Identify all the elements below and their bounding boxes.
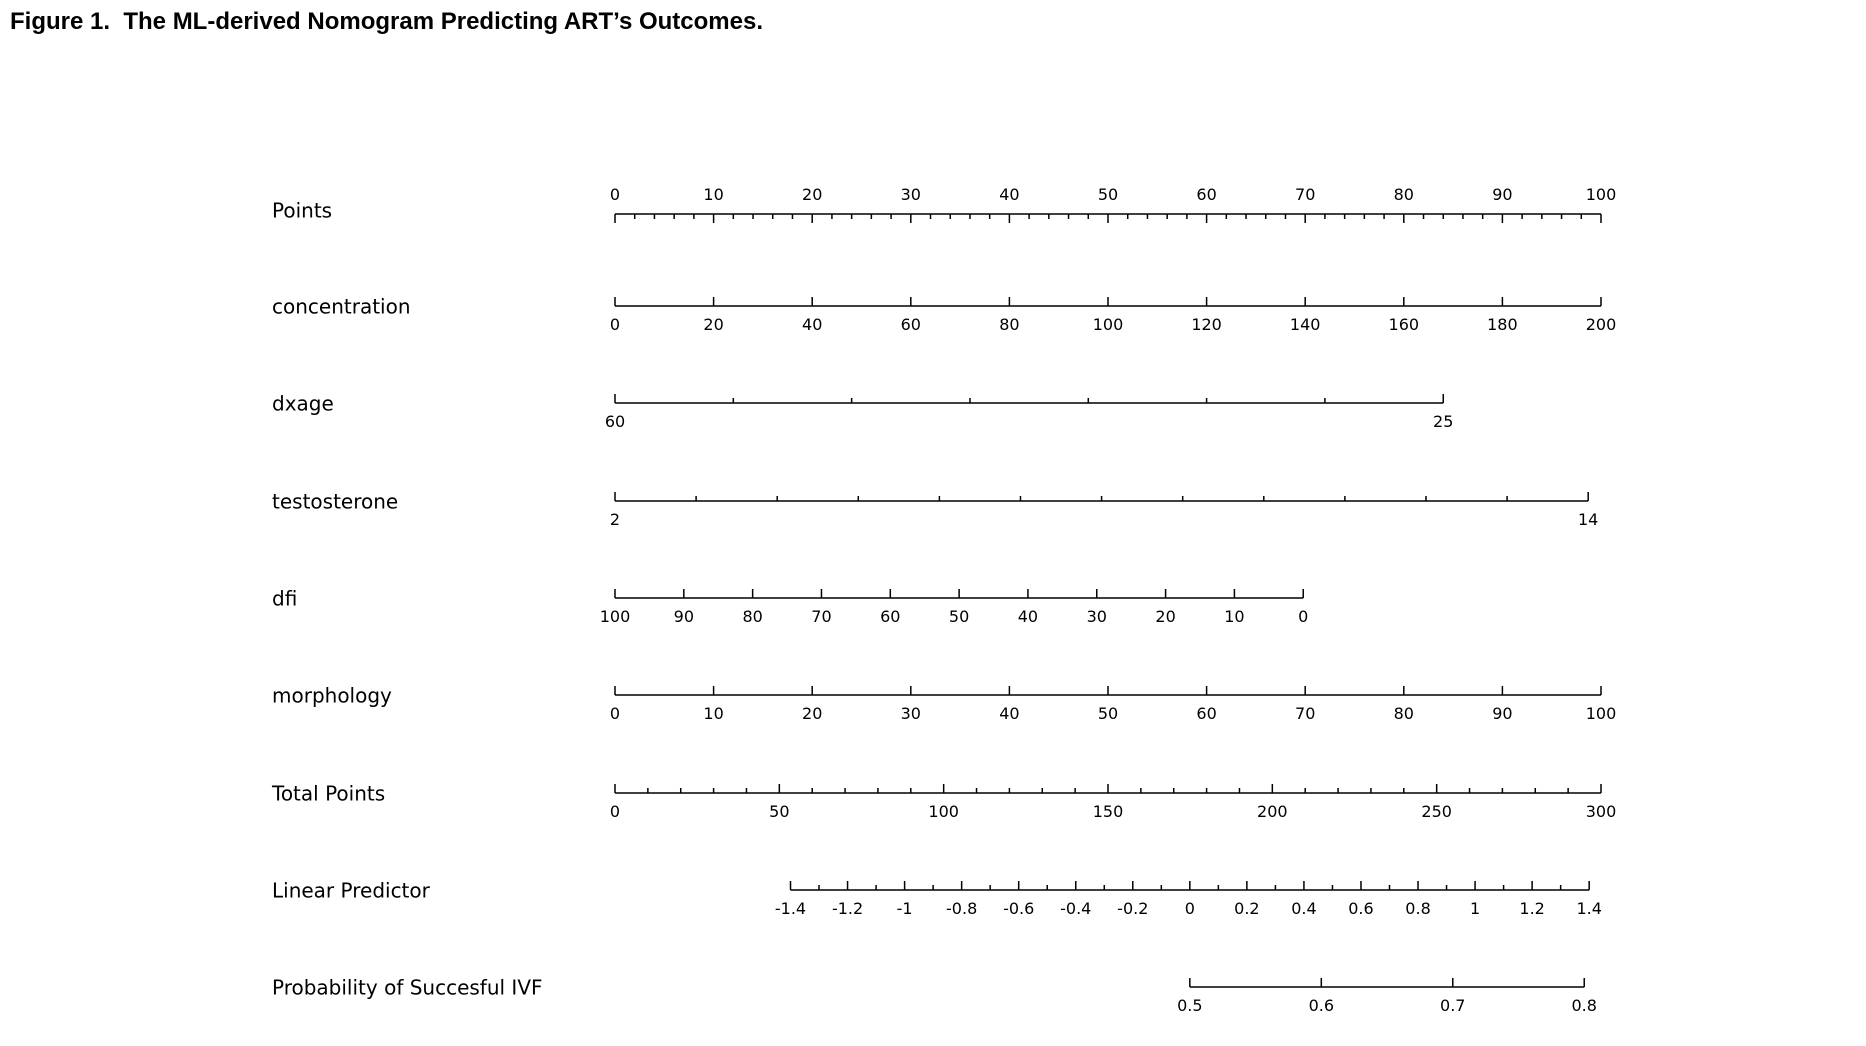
linear-predictor-tick-label: -1 bbox=[896, 899, 913, 918]
dfi-tick-label: 10 bbox=[1224, 607, 1245, 626]
dxage-tick-label: 60 bbox=[604, 412, 626, 431]
dfi-tick-label: 30 bbox=[1086, 607, 1107, 626]
morphology-tick-label: 10 bbox=[703, 704, 724, 723]
total-points-tick-label: 100 bbox=[928, 802, 959, 821]
points-tick-label: 20 bbox=[802, 185, 823, 204]
testosterone-label: testosterone bbox=[272, 489, 399, 514]
dfi-tick-label: 60 bbox=[880, 607, 901, 626]
points-tick-label: 50 bbox=[1097, 185, 1119, 204]
dfi-tick-label: 40 bbox=[1017, 607, 1039, 626]
points-tick-label: 100 bbox=[1585, 185, 1617, 204]
linear-predictor-tick-label: -0.2 bbox=[1117, 899, 1149, 918]
concentration-tick-label: 80 bbox=[999, 315, 1020, 334]
points-tick-label: 60 bbox=[1196, 185, 1217, 204]
testosterone-tick-label: 2 bbox=[609, 510, 621, 529]
linear-predictor-tick-label: 1.4 bbox=[1576, 899, 1602, 918]
morphology-tick-label: 30 bbox=[900, 704, 921, 723]
dfi-tick-label: 20 bbox=[1155, 607, 1176, 626]
dfi-tick-label: 0 bbox=[1298, 607, 1309, 626]
linear-predictor-tick-label: 0.6 bbox=[1348, 899, 1374, 918]
points-label: Points bbox=[272, 198, 333, 223]
concentration-tick-label: 160 bbox=[1388, 315, 1420, 334]
morphology-tick-label: 50 bbox=[1097, 704, 1119, 723]
concentration-tick-label: 0 bbox=[609, 315, 621, 334]
linear-predictor-tick-label: 1.2 bbox=[1519, 899, 1545, 918]
linear-predictor-tick-label: -0.6 bbox=[1003, 899, 1035, 918]
concentration-tick-label: 60 bbox=[900, 315, 921, 334]
probability-of-succesful-ivf-tick-label: 0.6 bbox=[1308, 996, 1335, 1015]
total-points-tick-label: 300 bbox=[1585, 802, 1617, 821]
morphology-label: morphology bbox=[272, 683, 392, 708]
linear-predictor-tick-label: 0.4 bbox=[1291, 899, 1317, 918]
dfi-tick-label: 50 bbox=[948, 607, 970, 626]
dxage-label: dxage bbox=[272, 391, 334, 416]
linear-predictor-tick-label: 0.2 bbox=[1234, 899, 1260, 918]
testosterone-tick-label: 14 bbox=[1578, 510, 1599, 529]
morphology-tick-label: 40 bbox=[999, 704, 1020, 723]
linear-predictor-tick-label: -1.4 bbox=[774, 899, 807, 918]
points-tick-label: 90 bbox=[1492, 185, 1513, 204]
probability-of-succesful-ivf-tick-label: 0.7 bbox=[1440, 996, 1466, 1015]
total-points-label: Total Points bbox=[272, 781, 386, 806]
dfi-tick-label: 70 bbox=[811, 607, 832, 626]
morphology-tick-label: 0 bbox=[609, 704, 621, 723]
probability-of-succesful-ivf-tick-label: 0.5 bbox=[1177, 996, 1203, 1015]
linear-predictor-tick-label: 0 bbox=[1184, 899, 1195, 918]
concentration-tick-label: 200 bbox=[1585, 315, 1617, 334]
probability-of-succesful-ivf-label: Probability of Succesful IVF bbox=[272, 975, 543, 1000]
morphology-tick-label: 20 bbox=[802, 704, 823, 723]
concentration-tick-label: 40 bbox=[802, 315, 823, 334]
total-points-tick-label: 200 bbox=[1257, 802, 1288, 821]
concentration-tick-label: 100 bbox=[1092, 315, 1124, 334]
total-points-tick-label: 50 bbox=[769, 802, 790, 821]
concentration-label: concentration bbox=[272, 294, 411, 319]
points-tick-label: 10 bbox=[703, 185, 724, 204]
probability-of-succesful-ivf-tick-label: 0.8 bbox=[1571, 996, 1597, 1015]
total-points-tick-label: 250 bbox=[1421, 802, 1452, 821]
points-tick-label: 0 bbox=[609, 185, 621, 204]
morphology-tick-label: 100 bbox=[1585, 704, 1617, 723]
points-tick-label: 40 bbox=[999, 185, 1020, 204]
linear-predictor-tick-label: 0.8 bbox=[1405, 899, 1431, 918]
linear-predictor-label: Linear Predictor bbox=[272, 878, 430, 903]
morphology-tick-label: 60 bbox=[1196, 704, 1217, 723]
concentration-tick-label: 20 bbox=[703, 315, 724, 334]
total-points-tick-label: 150 bbox=[1092, 802, 1124, 821]
linear-predictor-tick-label: -0.4 bbox=[1060, 899, 1092, 918]
dfi-tick-label: 80 bbox=[742, 607, 763, 626]
morphology-tick-label: 70 bbox=[1295, 704, 1316, 723]
figure-title: Figure 1. The ML-derived Nomogram Predicting ART’s Outcomes. bbox=[10, 8, 763, 35]
linear-predictor-tick-label: -1.2 bbox=[831, 899, 864, 918]
dfi-label: dfi bbox=[272, 586, 298, 611]
linear-predictor-tick-label: -0.8 bbox=[946, 899, 978, 918]
dfi-tick-label: 90 bbox=[673, 607, 695, 626]
morphology-tick-label: 80 bbox=[1393, 704, 1414, 723]
dxage-tick-label: 25 bbox=[1433, 412, 1454, 431]
dfi-tick-label: 100 bbox=[599, 607, 631, 626]
concentration-tick-label: 120 bbox=[1191, 315, 1222, 334]
concentration-tick-label: 140 bbox=[1289, 315, 1321, 334]
points-tick-label: 30 bbox=[900, 185, 921, 204]
points-tick-label: 80 bbox=[1393, 185, 1414, 204]
concentration-tick-label: 180 bbox=[1487, 315, 1518, 334]
morphology-tick-label: 90 bbox=[1492, 704, 1513, 723]
linear-predictor-tick-label: 1 bbox=[1469, 899, 1481, 918]
points-tick-label: 70 bbox=[1295, 185, 1316, 204]
total-points-tick-label: 0 bbox=[609, 802, 621, 821]
